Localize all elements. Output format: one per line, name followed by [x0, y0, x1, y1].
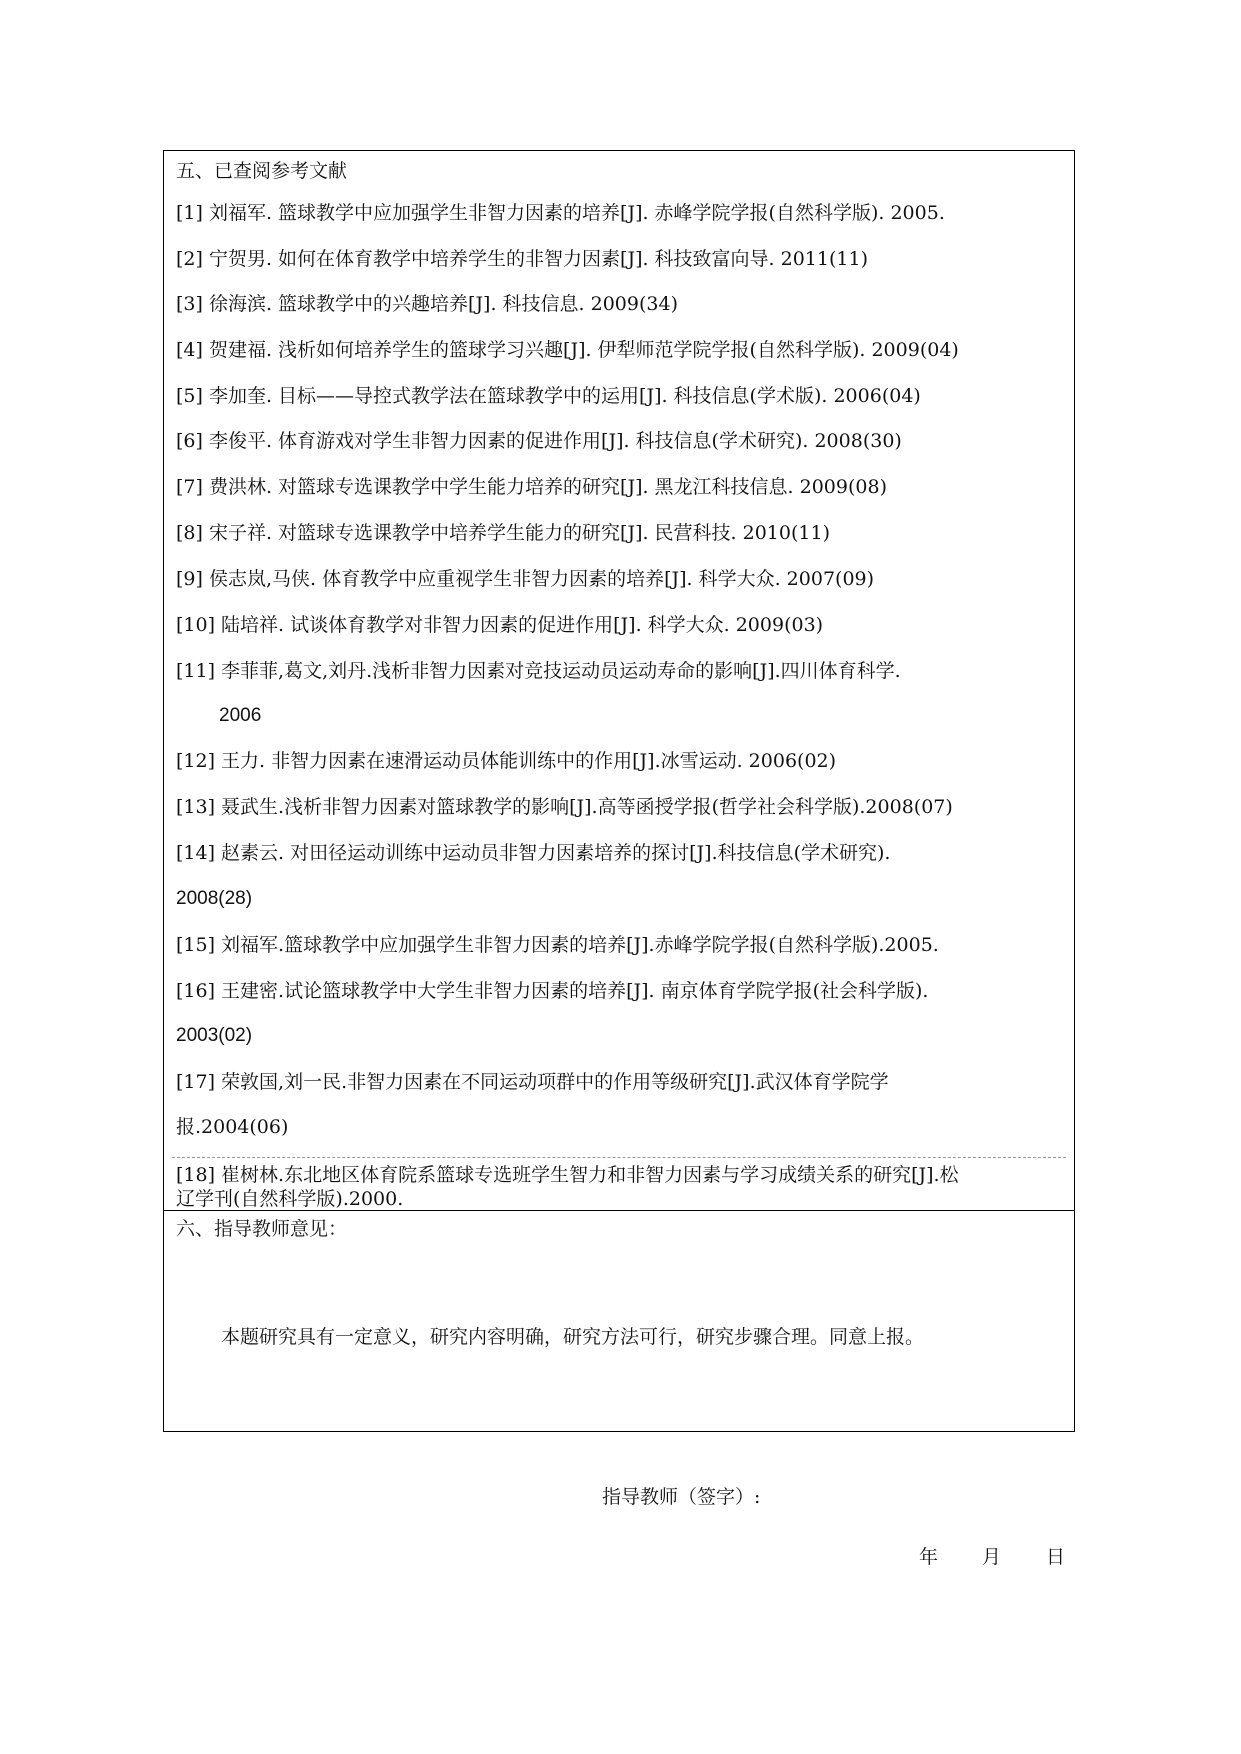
table-row-divider: [164, 1210, 1074, 1211]
reference-line: [6] 李俊平. 体育游戏对学生非智力因素的促进作用[J]. 科技信息(学术研究). 2008(30): [176, 430, 902, 452]
reference-line-continuation: 2008(28): [176, 888, 253, 909]
reference-line: [7] 费洪林. 对篮球专选课教学中学生能力培养的研究[J]. 黑龙江科技信息. 2009(08): [176, 476, 887, 498]
reference-line: [2] 宁贺男. 如何在体育教学中培养学生的非智力因素[J]. 科技致富向导. 2011(11): [176, 248, 868, 270]
reference-line: [17] 荣敦国,刘一民.非智力因素在不同运动项群中的作用等级研究[J].武汉体育学院学: [176, 1071, 889, 1093]
advisor-signature-label: 指导教师（签字）:: [602, 1486, 761, 1508]
reference-line: [5] 李加奎. 目标——导控式教学法在篮球教学中的运用[J]. 科技信息(学术版). 2006(04): [176, 385, 921, 407]
reference-line-continuation: 2006: [219, 705, 262, 726]
date-month-label: 月: [982, 1546, 1002, 1568]
reference-line: [13] 聂武生.浅析非智力因素对篮球教学的影响[J].高等函授学报(哲学社会科学版).2008(07): [176, 796, 953, 818]
reference-line: [1] 刘福军. 篮球教学中应加强学生非智力因素的培养[J]. 赤峰学院学报(自然科学版). 2005.: [176, 202, 945, 224]
date-year-label: 年: [919, 1546, 939, 1568]
reference-line: [15] 刘福军.篮球教学中应加强学生非智力因素的培养[J].赤峰学院学报(自然科学版).2005.: [176, 934, 939, 956]
dashed-divider: [172, 1157, 1066, 1158]
reference-line: [12] 王力. 非智力因素在速滑运动员体能训练中的作用[J].冰雪运动. 2006(02): [176, 750, 837, 772]
reference-line: [9] 侯志岚,马侠. 体育教学中应重视学生非智力因素的培养[J]. 科学大众. 2007(09): [176, 568, 875, 590]
date-day-label: 日: [1046, 1546, 1066, 1568]
reference-line: [3] 徐海滨. 篮球教学中的兴趣培养[J]. 科技信息. 2009(34): [176, 293, 678, 315]
reference-line: [14] 赵素云. 对田径运动训练中运动员非智力因素培养的探讨[J].科技信息(学术研究).: [176, 842, 891, 864]
reference-line: [11] 李菲菲,葛文,刘丹.浅析非智力因素对竞技运动员运动寿命的影响[J].四川体育科学.: [176, 660, 901, 682]
reference-line: [18] 崔树林.东北地区体育院系篮球专选班学生智力和非智力因素与学习成绩关系的研究[J].松: [176, 1164, 959, 1186]
section-five-title: 五、已查阅参考文献: [176, 160, 348, 182]
reference-line: [16] 王建密.试论篮球教学中大学生非智力因素的培养[J]. 南京体育学院学报(社会科学版).: [176, 980, 929, 1002]
reference-line-continuation: 报.2004(06): [176, 1116, 289, 1138]
reference-line-continuation: 辽学刊(自然科学版).2000.: [176, 1188, 404, 1210]
reference-line-continuation: 2003(02): [176, 1025, 253, 1046]
reference-line: [4] 贺建福. 浅析如何培养学生的篮球学习兴趣[J]. 伊犁师范学院学报(自然科学版). 2009(04): [176, 339, 959, 361]
section-six-title: 六、指导教师意见：: [176, 1218, 348, 1240]
form-table: [163, 150, 1075, 1568]
reference-line: [10] 陆培祥. 试谈体育教学对非智力因素的促进作用[J]. 科学大众. 2009(03): [176, 614, 824, 636]
reference-line: [8] 宋子祥. 对篮球专选课教学中培养学生能力的研究[J]. 民营科技. 2010(11): [176, 522, 830, 544]
advisor-opinion-text: 本题研究具有一定意义，研究内容明确，研究方法可行，研究步骤合理。同意上报。: [221, 1326, 925, 1348]
